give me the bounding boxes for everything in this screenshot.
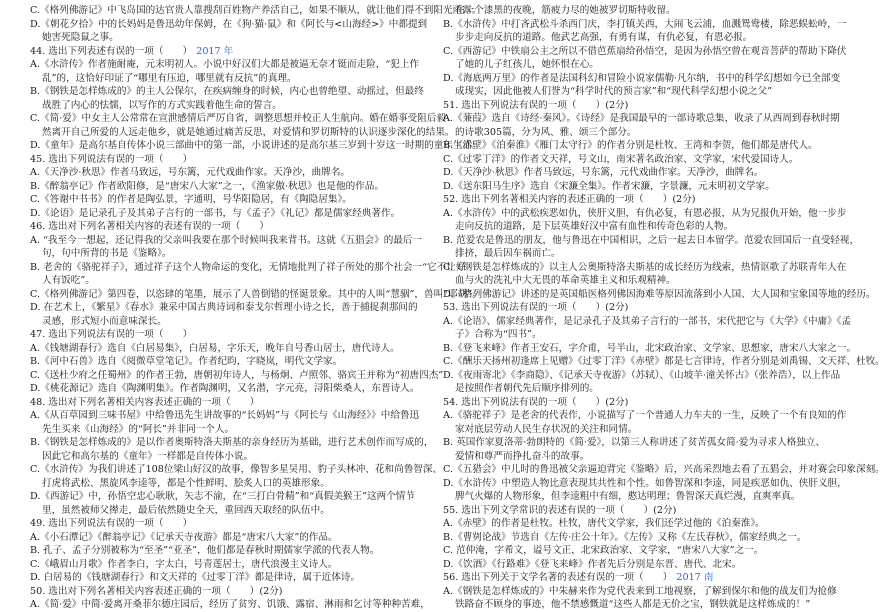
line-text: D.《格列佛游记》讲述的是英国船医格列佛因海难等原因流落到小人国、大人国和宝象国等地的经历。 bbox=[443, 288, 876, 300]
line-text: D. 在艺术上，《繁星》《春水》兼采中国古典诗词和泰戈尔哲理小诗之长，善于捕捉刹那间的 bbox=[30, 302, 418, 313]
line-text: 45. 选出下列说法有误的一项（ ） bbox=[30, 153, 193, 165]
line-text: 的诗歌305篇，分为风、雅、颂三个部分。 bbox=[455, 126, 637, 138]
text-line bbox=[443, 153, 842, 167]
text-line bbox=[443, 585, 842, 599]
line-text: 里，虽然被师父撵走，最后依然随史全天，重回西天取经的队伍中。 bbox=[42, 504, 330, 516]
text-line bbox=[30, 585, 429, 599]
text-line bbox=[30, 247, 429, 261]
line-text: D.《桃花源记》选自《陶渊明集》。作者陶渊明，又名潜，字元亮，浔阳柴桑人，东晋诗人。 bbox=[30, 383, 420, 394]
line-text: B.《登飞来峰》作者王安石，字介甫，号半山，北宋政治家、文学家、思想家，唐宋八大家之一。 bbox=[443, 342, 857, 354]
line-text: A.《钱塘湖春行》选自《白居易集》，白居易，字乐天，晚年自号香山居士，唐代诗人。 bbox=[30, 342, 400, 354]
text-line bbox=[30, 193, 429, 207]
line-text: C.《五猎会》中儿时的鲁迅被父亲逼迫背完《鉴略》后，兴高采烈地去看了五猖会，并对赛会印象深刻。 bbox=[443, 464, 885, 475]
text-line bbox=[443, 436, 842, 450]
text-line bbox=[443, 139, 842, 153]
text-line bbox=[30, 85, 429, 99]
line-text: C.《钢铁是怎样炼成的》以主人公奥斯特洛夫斯基的成长经历为线索，热情讴歌了苏联青年人在 bbox=[443, 261, 847, 273]
text-line bbox=[30, 207, 429, 221]
line-text: D.《天净沙·秋思》作者马致远，号东篱，元代戏曲作家。天净沙，曲牌名。 bbox=[443, 167, 764, 178]
line-text: 56. 选出下列关于文学名著的表述有误的一项（ ） bbox=[443, 572, 673, 583]
text-line bbox=[30, 261, 466, 275]
line-text: D.《送东阳马生序》选自《宋濂全集》。作者宋濂，字景濂，元末明初文学家。 bbox=[443, 180, 775, 192]
text-line bbox=[30, 409, 429, 423]
line-text: B.《河中石兽》选自《阅微草堂笔记》。作者纪昀，字晓岚，明代文学家。 bbox=[30, 356, 343, 367]
text-line bbox=[443, 193, 842, 207]
line-text: 子》合称为“四书”。 bbox=[455, 329, 542, 340]
line-text: B. 老舍的《骆驼祥子》，通过祥子这个人物命运的变化，无情地批判了祥子所处的那个社会一“它不让好 bbox=[30, 261, 466, 273]
text-line bbox=[443, 315, 852, 329]
text-line bbox=[30, 112, 447, 126]
year-tag: 2017 年 bbox=[196, 45, 234, 57]
text-line bbox=[443, 490, 842, 504]
line-text: A.《骆驼祥子》是老舍的代表作，小说描写了一个普通人力车夫的一生，反映了一个有良知的作 bbox=[443, 410, 847, 421]
line-text: 句，句中所背的书是《鉴略》。 bbox=[42, 248, 172, 259]
line-text: D.《西游记》中，孙悟空忠心耿耿，矢志不渝，在“三打白骨精”和“真假美猴王”这两个情节 bbox=[30, 491, 415, 502]
text-line bbox=[30, 355, 429, 369]
line-text: D.《水浒传》中塑造人物比意表现其共性和个性。如鲁智深和李逵，同是疾恶如仇、侠肝义胆， bbox=[443, 477, 847, 489]
line-text: C.《峨眉山月歌》作者李白，字太白，号青莲居士，唐代浪漫主义诗人。 bbox=[30, 558, 338, 570]
line-text: C.《简·爱》中女主人公常常在宣泄感情后严厉自省，调整思想并校正人生航向。婚在婚事受阻后毅 bbox=[30, 113, 447, 124]
line-text: A.《水浒传》作者施耐庵，元末明初人。小说中好汉们大都是被逼无奈才铤而走险，“犯上作 bbox=[30, 59, 420, 70]
line-text: C. 范仲淹，字希文，谥号文正，北宋政治家、文学家，“唐宋八大家”之一。 bbox=[443, 545, 764, 556]
line-text: 54. 选出下列说法有误的一项（ ）(2分) bbox=[443, 396, 629, 408]
text-line bbox=[443, 112, 842, 126]
text-line bbox=[443, 45, 847, 59]
line-text: 49. 选出下列说法有误的一项（ ） bbox=[30, 518, 193, 529]
text-line bbox=[30, 396, 429, 410]
line-text: D.《海底两万里》的作者是法国科幻和冒险小说家儒勒·凡尔纳，书中的科学幻想如今已全部变 bbox=[443, 72, 841, 84]
line-text: 52. 选出下列名著相关内容的表述正确的一项（ ）(2分) bbox=[443, 194, 696, 205]
line-text: 是按照作者朝代先后顺序排列的。 bbox=[455, 383, 599, 394]
line-text: B. 英国作家夏洛蒂·勃朗特的《简·爱》，以第三人称讲述了贫苦孤女简·爱为寻求人格独立、 bbox=[443, 437, 826, 448]
text-line bbox=[443, 180, 842, 194]
line-text: B.《赤壁》《泊秦淮》《雁门太守行》的作者分别是杜牧、王湾和李贺，他们都是唐代人。 bbox=[443, 140, 818, 151]
line-text: C.《答谢中书书》的作者是陶弘景，字通明，号华阳隐居，有《陶隐居集》。 bbox=[30, 194, 352, 205]
text-line bbox=[30, 463, 443, 477]
text-line bbox=[30, 436, 434, 450]
text-line bbox=[30, 571, 429, 585]
line-text: 50. 选出对下列名著相关内容表述正确的一项（ ）(2分) bbox=[30, 585, 283, 597]
line-text: 55. 选出下列文学常识的表述有误的一项（ ）(2分) bbox=[443, 504, 677, 516]
line-text: 人有饭吃”。 bbox=[42, 275, 95, 286]
text-line bbox=[30, 544, 429, 558]
text-line bbox=[443, 477, 847, 491]
text-line bbox=[30, 126, 455, 140]
text-line bbox=[443, 4, 842, 18]
text-line bbox=[30, 18, 429, 32]
text-line bbox=[443, 234, 860, 248]
text-line bbox=[30, 490, 429, 504]
text-line bbox=[443, 396, 842, 410]
line-text: 铁路奋不顾身的事迹，他不禁感慨道“这些人都是无价之宝，钢铁就是这样炼成的！” bbox=[455, 599, 811, 610]
text-line bbox=[443, 220, 842, 234]
line-text: 步步走向反抗的道路。他武艺高强，有勇有谋，有仇必复，有恩必报。 bbox=[455, 32, 753, 43]
text-line bbox=[443, 558, 842, 572]
line-text: B.《曹刿论战》节选自《左传·庄公十年》。《左传》又称《左氏春秋》，儒家经典之一。 bbox=[443, 531, 807, 543]
line-text: D.《朝花夕拾》中的长妈妈是鲁迅幼年保姆，在《狗·猫·鼠》和《阿长与<山海经>》中都提到 bbox=[30, 18, 428, 30]
text-line bbox=[443, 18, 847, 32]
line-text: A.《小石潭记》《醉翁亭记》《记承天寺夜游》都是“唐宋八大家”的作品。 bbox=[30, 531, 338, 543]
text-line bbox=[443, 517, 842, 531]
line-text: 成现实，因此他被人们誉为“科学时代的预言家”和“现代科学幻想小说之父” bbox=[455, 86, 773, 97]
line-text: A.《天净沙·秋思》作者马致远，号东篱，元代戏曲作家。天净沙，曲牌名。 bbox=[30, 167, 351, 178]
text-line bbox=[30, 342, 429, 356]
text-line bbox=[30, 517, 429, 531]
line-text: C.《过零丁洋》的作者文天祥，号文山，南宋著名政治家、文学家，宋代爱国诗人。 bbox=[443, 153, 799, 165]
text-line bbox=[30, 166, 429, 180]
line-text: 48. 选出对下列名著相关内容表述正确的一项（ ） bbox=[30, 396, 260, 408]
text-line bbox=[443, 598, 842, 612]
line-text: C.《格列佛游记》中飞岛国的达官贵人靠搜刮百姓物产养活自己，如果不顺从，就让他们得不到阳光雨露。 bbox=[30, 5, 482, 16]
text-line bbox=[30, 531, 429, 545]
text-line bbox=[443, 301, 842, 315]
line-text: B. 范爱农是鲁迅的朋友，他与鲁迅在中国相识，之后一起去日本留学。范爱农回国后一直受轻视， bbox=[443, 234, 860, 246]
line-text: 乱”的，这恰好印证了“哪里有压迫，哪里就有反抗”的真理。 bbox=[42, 72, 297, 84]
text-line bbox=[443, 274, 842, 288]
text-line bbox=[30, 382, 429, 396]
line-text: 排挤，最后因车祸而亡。 bbox=[455, 248, 561, 259]
line-text: A.《蒹葭》选自《诗经·秦风》。《诗经》是我国最早的一部诗歌总集，收录了从西周到春秋时期 bbox=[443, 113, 840, 124]
line-text: D.《童年》是高尔基自传体小说三部曲中的第一部，小说讲述的是高尔基三岁到十岁这一时期的童年生活。 bbox=[30, 140, 482, 151]
text-line bbox=[443, 31, 842, 45]
text-line bbox=[443, 166, 842, 180]
line-text: 了她的儿子红孩儿，她怀恨在心。 bbox=[455, 59, 599, 70]
line-text: A.《从百草园到三味书屋》中给鲁迅先生讲故事的“长妈妈”与《阿长与《山海经》》中给鲁迅 bbox=[30, 410, 420, 421]
text-line bbox=[443, 355, 885, 369]
line-text: A.《论语》、儒家经典著作，是记录孔子及其弟子言行的一部书，宋代把它与《大学》《中庸》《孟 bbox=[443, 315, 852, 327]
text-line bbox=[443, 463, 885, 477]
text-line bbox=[30, 180, 429, 194]
text-line bbox=[30, 598, 429, 612]
text-line bbox=[30, 4, 482, 18]
text-line bbox=[443, 261, 847, 275]
text-line bbox=[30, 288, 482, 302]
line-text: 战胜了内心的怯懦，以写作的方式实践着他生命的誓言。 bbox=[42, 99, 282, 111]
line-text: C.《西游记》中铁扇公主之所以不借芭蕉扇给孙悟空，是因为孙悟空曾在观音菩萨的帮助下降伏 bbox=[443, 45, 847, 57]
line-text: D. 白居易的《钱塘湖春行》和文天祥的《过零丁洋》都是律诗，属于近体诗。 bbox=[30, 572, 361, 583]
text-line bbox=[30, 139, 482, 153]
line-text: 在一个漆黑的夜晚，筋疲力尽的她被罗切斯特收留。 bbox=[455, 5, 676, 16]
line-text: B.《水浒传》中打吝武松斗杀西门庆，李打镇关西，大闹飞云浦，血溅鸳鸯楼，除恶蜈蚣岭，一 bbox=[443, 18, 847, 30]
line-text: D.《饮酒》《行路难》《登飞来峰》作者先后分别是东晋、唐代、北宋。 bbox=[443, 558, 742, 570]
text-line bbox=[443, 207, 847, 221]
text-line bbox=[30, 220, 429, 234]
line-text: 然离开自己所爱的人远走他乡，就是她通过痛苦反思，对爱情和罗切斯特的认识逐步深化的结果。 bbox=[42, 126, 455, 138]
line-text: 灵感，形式短小而意味深长。 bbox=[42, 315, 167, 327]
text-line bbox=[30, 504, 429, 518]
text-line bbox=[30, 328, 429, 342]
text-line bbox=[443, 85, 842, 99]
text-line bbox=[443, 571, 842, 585]
text-line bbox=[443, 409, 847, 423]
text-line bbox=[30, 31, 429, 45]
line-text: C.《酬乐天扬州初逢席上见赠》《过零丁洋》《赤壁》都是七言律诗，作者分别是刘禹锡、文天祥、杜牧。 bbox=[443, 356, 885, 367]
line-text: A.《水浒传》中的武松疾恶如仇，侠肝义胆，有仇必复，有恩必报，从为兄报仇开始，他一步步 bbox=[443, 207, 847, 219]
text-line bbox=[30, 99, 429, 113]
line-text: B.《醉翁亭记》作者欧阳修，是“唐宋八大家”之一，《渔家傲·秋思》也是他的作品。 bbox=[30, 180, 384, 192]
line-text: A.《钢铁是怎样炼成的》中朱赫来作为党代表来到工地视察，了解到保尔和他的战友们为抢修 bbox=[443, 585, 837, 597]
text-line bbox=[443, 450, 842, 464]
text-line bbox=[30, 72, 429, 86]
line-text: 53. 选出下列说法有误的一项（ ）(2分) bbox=[443, 302, 629, 313]
line-text: A.《简·爱》中简·爱离开桑菲尔德庄园后，经历了贫穷、饥饿、露宿、淋雨和乞讨等种种苦难， bbox=[30, 599, 430, 610]
text-line bbox=[30, 558, 429, 572]
line-text: 爱情和尊严而挣扎奋斗的故事。 bbox=[455, 450, 590, 462]
text-line bbox=[30, 450, 429, 464]
text-line bbox=[443, 288, 876, 302]
line-text: C.《送杜少府之任蜀州》的作者王勃，唐朝初年诗人，与杨炯、卢照邻、骆宾王并称为“初唐四杰” bbox=[30, 369, 444, 381]
text-line bbox=[30, 423, 429, 437]
line-text: A. “我至今一想起，还记得我的父亲叫我要在那个时候叫我来背书。这就《五猖会》的最后一 bbox=[30, 234, 423, 246]
line-text: 脾气火爆的人物形象，但李逵粗中有细，憨达明理；鲁智深天真烂漫，直爽率真。 bbox=[455, 491, 801, 502]
line-text: 因此它和高尔基的《童年》一样都是自传体小说。 bbox=[42, 450, 254, 462]
text-line bbox=[443, 328, 842, 342]
text-line bbox=[443, 531, 842, 545]
text-line bbox=[30, 234, 429, 248]
line-text: 47. 选出下列说法有误的一项（ ） bbox=[30, 329, 193, 340]
line-text: 44. 选出下列表述有误的一项（ ） bbox=[30, 45, 193, 57]
text-line bbox=[30, 477, 429, 491]
line-text: D.《论语》是记录孔子及其弟子言行的一部书，与《孟子》《礼记》都是儒家经典著作。 bbox=[30, 207, 401, 219]
line-text: D.《夜雨寄北》《李商隐》、《记承天寺夜游》（苏轼）、《山坡羊·潼关怀古》（张养浩），以上作品 bbox=[443, 369, 841, 381]
text-line bbox=[443, 126, 842, 140]
left-column bbox=[30, 4, 482, 610]
text-line bbox=[443, 504, 842, 518]
line-text: 先生买来《山海经》的“阿长”并非同一个人。 bbox=[42, 423, 235, 435]
text-line bbox=[443, 58, 842, 72]
text-line bbox=[443, 99, 842, 113]
text-line bbox=[443, 423, 842, 437]
text-line bbox=[30, 58, 429, 72]
text-line bbox=[443, 247, 842, 261]
year-tag: 2017 南 bbox=[676, 572, 714, 583]
text-line bbox=[30, 369, 444, 383]
line-text: C.《格列佛游记》第四卷，以恣肆的笔墨，展示了人兽倒错的怪诞景象。其中的人叫“慧骃”，兽叫“耶胡”。 bbox=[30, 288, 482, 300]
line-text: 血与火的洗礼中大无畏的革命英雄主义和乐观精神。 bbox=[455, 275, 676, 286]
text-line bbox=[30, 301, 429, 315]
text-line bbox=[30, 274, 429, 288]
text-line bbox=[30, 315, 429, 329]
text-line bbox=[443, 544, 842, 558]
line-text: 46. 选出对下列名著相关内容的表述有误的一项（ ） bbox=[30, 221, 269, 232]
right-column bbox=[443, 4, 885, 610]
text-line bbox=[443, 342, 857, 356]
line-text: A.《赤壁》的作者是杜牧。杜牧，唐代文学家，我们还学过他的《泊秦淮》。 bbox=[443, 518, 765, 529]
text-line bbox=[443, 382, 842, 396]
line-text: B.《钢铁是怎样炼成的》是以作者奥斯特洛夫斯基的亲身经历为基础，进行艺术创作而写成的， bbox=[30, 437, 434, 448]
line-text: C.《水浒传》为我们讲述了108位梁山好汉的故事，像智多星吴用、豹子头林冲、花和尚鲁智深、 bbox=[30, 464, 443, 475]
line-text: B.《钢铁是怎样炼成的》的主人公保尔，在疾病缠身的时候，内心也曾绝望、动摇过，但最终 bbox=[30, 86, 424, 97]
text-line bbox=[30, 45, 429, 59]
line-text: B. 孔子、孟子分别被称为“至圣”“亚圣”，他们都是春秋时期儒家学派的代表人物。 bbox=[30, 545, 380, 556]
line-text: 51. 选出下列说法有误的一项（ ）(2分) bbox=[443, 99, 629, 111]
text-line bbox=[443, 369, 842, 383]
text-line bbox=[30, 153, 429, 167]
line-text: 家对底层劳动人民生存状况的关注和同情。 bbox=[455, 423, 638, 435]
text-line bbox=[443, 72, 842, 86]
line-text: 打虎将武松、黑旋风李逵等，都是个性鲜明、脍炙人口的英雄形象。 bbox=[42, 477, 330, 489]
line-text: 走向反抗的道路，是下层英雄好汉中富有血性和传奇色彩的人物。 bbox=[455, 221, 734, 232]
line-text: 她害死隐鼠之事。 bbox=[42, 32, 119, 43]
